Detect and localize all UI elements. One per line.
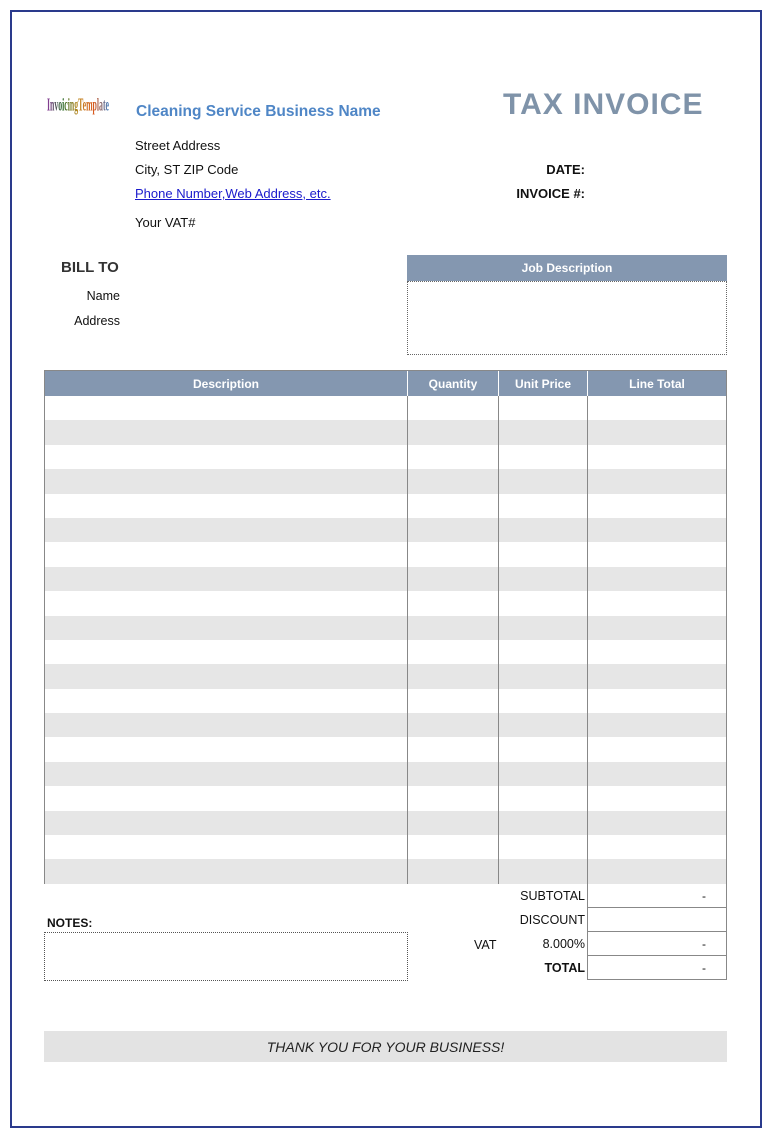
line-total-cell[interactable] xyxy=(588,737,726,761)
unit-price-cell[interactable] xyxy=(499,469,588,493)
unit-price-cell[interactable] xyxy=(499,713,588,737)
line-total-cell[interactable] xyxy=(588,445,726,469)
thank-you-banner: THANK YOU FOR YOUR BUSINESS! xyxy=(44,1031,727,1062)
line-total-cell[interactable] xyxy=(588,542,726,566)
unit-price-cell[interactable] xyxy=(499,616,588,640)
table-row xyxy=(45,664,726,688)
line-total-cell[interactable] xyxy=(588,616,726,640)
line-items-table xyxy=(44,370,727,884)
quantity-cell[interactable] xyxy=(408,640,499,664)
date-label: DATE: xyxy=(546,162,585,177)
discount-label: DISCOUNT xyxy=(519,913,585,927)
table-row xyxy=(45,835,726,859)
unit-price-cell[interactable] xyxy=(499,542,588,566)
total-value: - xyxy=(587,956,727,980)
total-label: TOTAL xyxy=(544,961,585,975)
description-cell[interactable] xyxy=(45,737,408,761)
contact-link[interactable]: Phone Number,Web Address, etc. xyxy=(135,186,331,201)
line-total-cell[interactable] xyxy=(588,591,726,615)
notes-field[interactable] xyxy=(44,932,408,981)
bill-to-address-label: Address xyxy=(74,314,120,328)
description-cell[interactable] xyxy=(45,469,408,493)
discount-value[interactable] xyxy=(587,908,727,932)
table-row xyxy=(45,469,726,493)
unit-price-cell[interactable] xyxy=(499,786,588,810)
quantity-cell[interactable] xyxy=(408,494,499,518)
description-cell[interactable] xyxy=(45,762,408,786)
quantity-cell[interactable] xyxy=(408,762,499,786)
table-row xyxy=(45,445,726,469)
table-row xyxy=(45,713,726,737)
quantity-cell[interactable] xyxy=(408,835,499,859)
table-row xyxy=(45,542,726,566)
description-cell[interactable] xyxy=(45,518,408,542)
quantity-cell[interactable] xyxy=(408,542,499,566)
table-row xyxy=(45,494,726,518)
quantity-cell[interactable] xyxy=(408,591,499,615)
description-cell[interactable] xyxy=(45,445,408,469)
business-name: Cleaning Service Business Name xyxy=(136,103,381,120)
line-total-cell[interactable] xyxy=(588,567,726,591)
description-cell[interactable] xyxy=(45,616,408,640)
table-row xyxy=(45,616,726,640)
description-cell[interactable] xyxy=(45,640,408,664)
unit-price-cell[interactable] xyxy=(499,494,588,518)
bill-to-name-label: Name xyxy=(86,289,120,303)
table-row xyxy=(45,762,726,786)
job-description-field[interactable] xyxy=(407,281,727,355)
description-cell[interactable] xyxy=(45,689,408,713)
unit-price-cell[interactable] xyxy=(499,567,588,591)
description-cell[interactable] xyxy=(45,713,408,737)
street-address: Street Address xyxy=(135,138,221,153)
table-row xyxy=(45,591,726,615)
description-cell[interactable] xyxy=(45,664,408,688)
table-row xyxy=(45,640,726,664)
unit-price-cell[interactable] xyxy=(499,835,588,859)
quantity-cell[interactable] xyxy=(408,664,499,688)
description-cell[interactable] xyxy=(45,786,408,810)
table-row xyxy=(45,859,726,883)
company-logo xyxy=(47,88,111,122)
table-row xyxy=(45,689,726,713)
description-cell[interactable] xyxy=(45,396,408,420)
line-total-cell[interactable] xyxy=(588,786,726,810)
line-total-cell[interactable] xyxy=(588,494,726,518)
description-cell[interactable] xyxy=(45,567,408,591)
document-title: TAX INVOICE xyxy=(503,88,704,121)
table-header xyxy=(45,371,726,396)
column-header-description: Description xyxy=(45,371,408,396)
quantity-cell[interactable] xyxy=(408,689,499,713)
unit-price-cell[interactable] xyxy=(499,689,588,713)
table-row xyxy=(45,396,726,420)
table-row xyxy=(45,567,726,591)
line-total-cell[interactable] xyxy=(588,664,726,688)
table-row xyxy=(45,737,726,761)
table-row xyxy=(45,786,726,810)
description-cell[interactable] xyxy=(45,811,408,835)
line-total-cell[interactable] xyxy=(588,835,726,859)
table-body xyxy=(45,396,726,884)
quantity-cell[interactable] xyxy=(408,518,499,542)
unit-price-cell[interactable] xyxy=(499,640,588,664)
invoice-number-label: INVOICE #: xyxy=(516,186,585,201)
vat-value: - xyxy=(587,932,727,956)
bill-to-heading: BILL TO xyxy=(61,259,119,276)
quantity-cell[interactable] xyxy=(408,445,499,469)
line-total-cell[interactable] xyxy=(588,811,726,835)
unit-price-cell[interactable] xyxy=(499,737,588,761)
description-cell[interactable] xyxy=(45,591,408,615)
unit-price-cell[interactable] xyxy=(499,591,588,615)
unit-price-cell[interactable] xyxy=(499,518,588,542)
quantity-cell[interactable] xyxy=(408,737,499,761)
line-total-cell[interactable] xyxy=(588,762,726,786)
quantity-cell[interactable] xyxy=(408,469,499,493)
quantity-cell[interactable] xyxy=(408,567,499,591)
unit-price-cell[interactable] xyxy=(499,811,588,835)
quantity-cell[interactable] xyxy=(408,811,499,835)
unit-price-cell[interactable] xyxy=(499,445,588,469)
vat-rate: 8.000% xyxy=(542,937,585,951)
quantity-cell[interactable] xyxy=(408,396,499,420)
description-cell[interactable] xyxy=(45,835,408,859)
unit-price-cell[interactable] xyxy=(499,859,588,883)
notes-label: NOTES: xyxy=(47,916,93,930)
unit-price-cell[interactable] xyxy=(499,762,588,786)
svg-text:InvoicingTemplate: InvoicingTemplate xyxy=(47,96,110,116)
unit-price-cell[interactable] xyxy=(499,420,588,444)
quantity-cell[interactable] xyxy=(408,616,499,640)
vat-label: VAT xyxy=(474,938,497,952)
description-cell[interactable] xyxy=(45,420,408,444)
quantity-cell[interactable] xyxy=(408,859,499,883)
table-row xyxy=(45,420,726,444)
city-state-zip: City, ST ZIP Code xyxy=(135,162,239,177)
subtotal-label: SUBTOTAL xyxy=(520,889,585,903)
column-header-line-total: Line Total xyxy=(588,371,726,396)
line-total-cell[interactable] xyxy=(588,640,726,664)
line-total-cell[interactable] xyxy=(588,396,726,420)
quantity-cell[interactable] xyxy=(408,786,499,810)
line-total-cell[interactable] xyxy=(588,518,726,542)
column-header-unit-price: Unit Price xyxy=(499,371,588,396)
table-row xyxy=(45,811,726,835)
line-total-cell[interactable] xyxy=(588,859,726,883)
quantity-cell[interactable] xyxy=(408,420,499,444)
line-total-cell[interactable] xyxy=(588,689,726,713)
description-cell[interactable] xyxy=(45,859,408,883)
unit-price-cell[interactable] xyxy=(499,664,588,688)
unit-price-cell[interactable] xyxy=(499,396,588,420)
column-header-quantity: Quantity xyxy=(408,371,499,396)
vat-number: Your VAT# xyxy=(135,215,196,230)
line-total-cell[interactable] xyxy=(588,469,726,493)
line-total-cell[interactable] xyxy=(588,420,726,444)
description-cell[interactable] xyxy=(45,494,408,518)
quantity-cell[interactable] xyxy=(408,713,499,737)
line-total-cell[interactable] xyxy=(588,713,726,737)
table-row xyxy=(45,518,726,542)
description-cell[interactable] xyxy=(45,542,408,566)
job-description-header: Job Description xyxy=(407,255,727,281)
subtotal-value: - xyxy=(587,884,727,908)
